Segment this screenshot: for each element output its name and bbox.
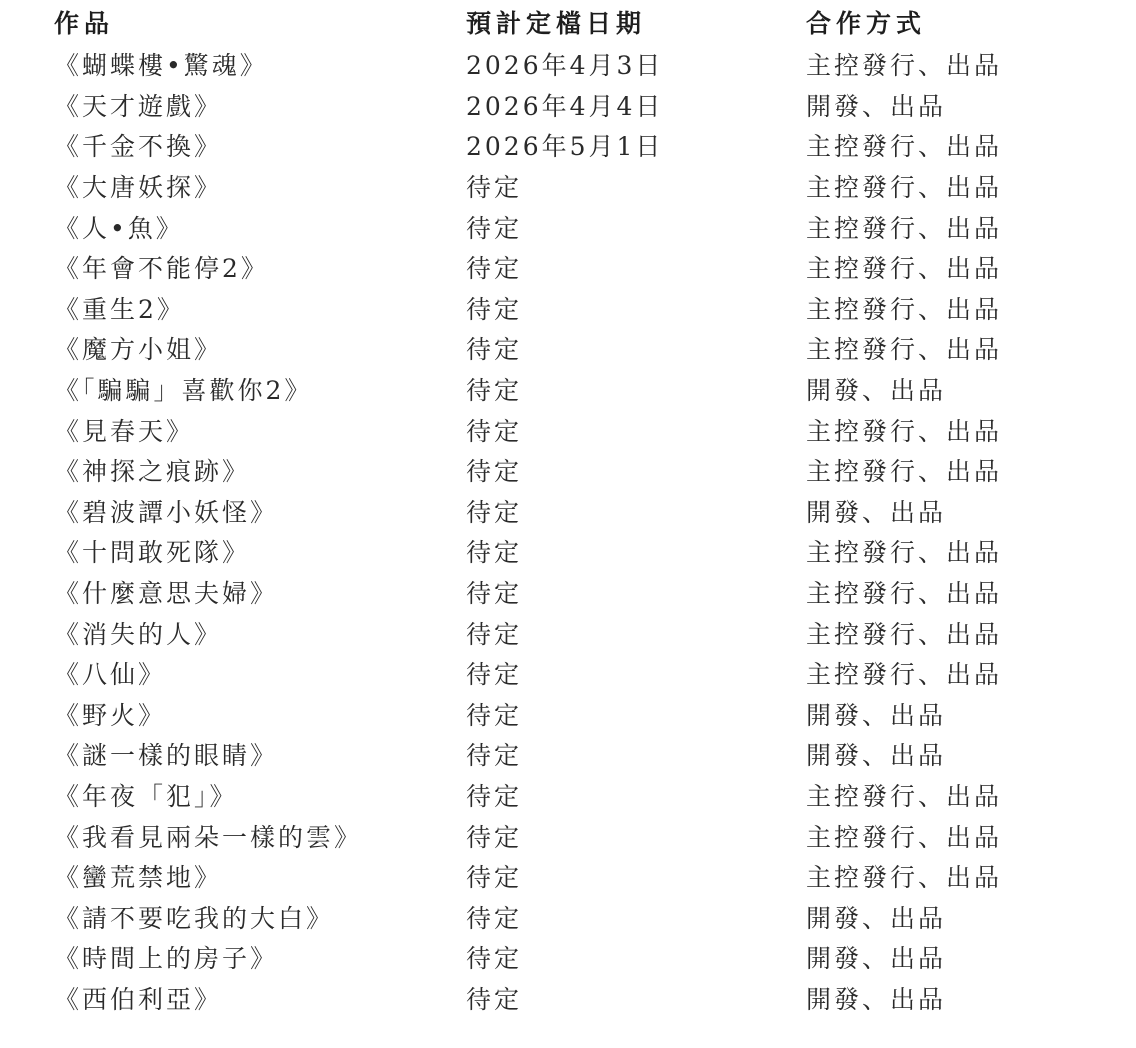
- film-title-cell: 《蝴蝶樓•驚魂》: [54, 51, 268, 81]
- table-row: [54, 694, 1114, 735]
- cooperation-mode-cell: 主控發行、出品: [806, 213, 1003, 243]
- film-title-cell: 《人•魚》: [54, 213, 184, 243]
- table-row: [54, 288, 1114, 329]
- film-title-cell: 《大唐妖探》: [54, 173, 223, 203]
- release-date-cell: 待定: [466, 822, 523, 852]
- table-row: [54, 85, 1114, 126]
- cooperation-mode-cell: 主控發行、出品: [806, 579, 1003, 609]
- table-row: [54, 653, 1114, 694]
- film-title-cell: 《天才遊戲》: [54, 91, 223, 121]
- release-date-cell: 待定: [466, 579, 523, 609]
- film-title-cell: 《「騙騙」喜歡你2》: [54, 376, 313, 406]
- release-date-cell: 待定: [466, 213, 523, 243]
- cooperation-mode-cell: 主控發行、出品: [806, 863, 1003, 893]
- release-date-cell: 待定: [466, 863, 523, 893]
- cooperation-mode-cell: 主控發行、出品: [806, 538, 1003, 568]
- cooperation-mode-cell: 主控發行、出品: [806, 457, 1003, 487]
- table-row: [54, 369, 1114, 410]
- release-date-cell: 待定: [466, 984, 523, 1014]
- film-title-cell: 《消失的人》: [54, 619, 223, 649]
- cooperation-mode-cell: 主控發行、出品: [806, 660, 1003, 690]
- cooperation-mode-cell: 開發、出品: [806, 903, 947, 933]
- cooperation-mode-cell: 主控發行、出品: [806, 416, 1003, 446]
- release-date-cell: 待定: [466, 497, 523, 527]
- release-date-cell: 待定: [466, 700, 523, 730]
- release-date-cell: 2026年4月3日: [466, 51, 664, 81]
- cooperation-mode-cell: 主控發行、出品: [806, 822, 1003, 852]
- film-title-cell: 《野火》: [54, 700, 167, 730]
- table-row: [54, 612, 1114, 653]
- film-title-cell: 《神探之痕跡》: [54, 457, 251, 487]
- cooperation-mode-cell: 主控發行、出品: [806, 132, 1003, 162]
- cooperation-mode-cell: 開發、出品: [806, 984, 947, 1014]
- film-title-cell: 《見春天》: [54, 416, 195, 446]
- table-row: [54, 166, 1114, 207]
- release-date-cell: 2026年5月1日: [466, 132, 664, 162]
- cooperation-mode-cell: 主控發行、出品: [806, 294, 1003, 324]
- release-date-cell: 待定: [466, 457, 523, 487]
- table-row: [54, 937, 1114, 978]
- film-title-cell: 《時間上的房子》: [54, 944, 279, 974]
- release-date-cell: 待定: [466, 660, 523, 690]
- release-date-cell: 待定: [466, 173, 523, 203]
- cooperation-mode-cell: 主控發行、出品: [806, 335, 1003, 365]
- release-date-cell: 待定: [466, 376, 523, 406]
- film-title-cell: 《西伯利亞》: [54, 984, 223, 1014]
- table-row: [54, 734, 1114, 775]
- release-date-cell: 待定: [466, 741, 523, 771]
- film-title-cell: 《年夜「犯」》: [54, 781, 238, 811]
- release-date-cell: 待定: [466, 903, 523, 933]
- cooperation-mode-cell: 主控發行、出品: [806, 254, 1003, 284]
- release-date-cell: 待定: [466, 294, 523, 324]
- release-date-cell: 待定: [466, 335, 523, 365]
- cooperation-mode-cell: 主控發行、出品: [806, 781, 1003, 811]
- table-row: [54, 815, 1114, 856]
- cooperation-mode-cell: 開發、出品: [806, 91, 947, 121]
- cooperation-mode-cell: 開發、出品: [806, 741, 947, 771]
- table-row: [54, 409, 1114, 450]
- release-date-cell: 待定: [466, 538, 523, 568]
- table-row: [54, 896, 1114, 937]
- cooperation-mode-cell: 主控發行、出品: [806, 51, 1003, 81]
- header-title: 作品: [54, 9, 115, 38]
- table-row: [54, 775, 1114, 816]
- table-row: [54, 531, 1114, 572]
- release-date-cell: 待定: [466, 416, 523, 446]
- table-row: [54, 125, 1114, 166]
- header-mode: 合作方式: [806, 9, 927, 38]
- release-date-cell: 待定: [466, 781, 523, 811]
- cooperation-mode-cell: 開發、出品: [806, 700, 947, 730]
- table-row: [54, 247, 1114, 288]
- table-row: [54, 856, 1114, 897]
- cooperation-mode-cell: 開發、出品: [806, 944, 947, 974]
- film-title-cell: 《我看見兩朵一樣的雲》: [54, 822, 363, 852]
- table-row: [54, 328, 1114, 369]
- film-title-cell: 《請不要吃我的大白》: [54, 903, 335, 933]
- table-row: [54, 491, 1114, 532]
- cooperation-mode-cell: 開發、出品: [806, 497, 947, 527]
- header-date: 預計定檔日期: [466, 9, 647, 38]
- table-row: [54, 206, 1114, 247]
- film-title-cell: 《謎一樣的眼睛》: [54, 741, 279, 771]
- film-title-cell: 《年會不能停2》: [54, 254, 269, 284]
- cooperation-mode-cell: 主控發行、出品: [806, 173, 1003, 203]
- release-date-cell: 待定: [466, 944, 523, 974]
- film-title-cell: 《千金不換》: [54, 132, 223, 162]
- table-row: [54, 978, 1114, 1019]
- table-header-row: [54, 0, 1114, 44]
- table-row: [54, 44, 1114, 85]
- film-title-cell: 《八仙》: [54, 660, 167, 690]
- cooperation-mode-cell: 主控發行、出品: [806, 619, 1003, 649]
- table-row: [54, 572, 1114, 613]
- film-title-cell: 《蠻荒禁地》: [54, 863, 223, 893]
- film-title-cell: 《十問敢死隊》: [54, 538, 251, 568]
- release-date-cell: 2026年4月4日: [466, 91, 664, 121]
- film-schedule-table: [54, 0, 1114, 1018]
- film-title-cell: 《什麼意思夫婦》: [54, 579, 279, 609]
- film-title-cell: 《魔方小姐》: [54, 335, 223, 365]
- cooperation-mode-cell: 開發、出品: [806, 376, 947, 406]
- film-title-cell: 《碧波譚小妖怪》: [54, 497, 279, 527]
- table-row: [54, 450, 1114, 491]
- table-body: [54, 44, 1114, 1018]
- release-date-cell: 待定: [466, 254, 523, 284]
- release-date-cell: 待定: [466, 619, 523, 649]
- film-title-cell: 《重生2》: [54, 294, 185, 324]
